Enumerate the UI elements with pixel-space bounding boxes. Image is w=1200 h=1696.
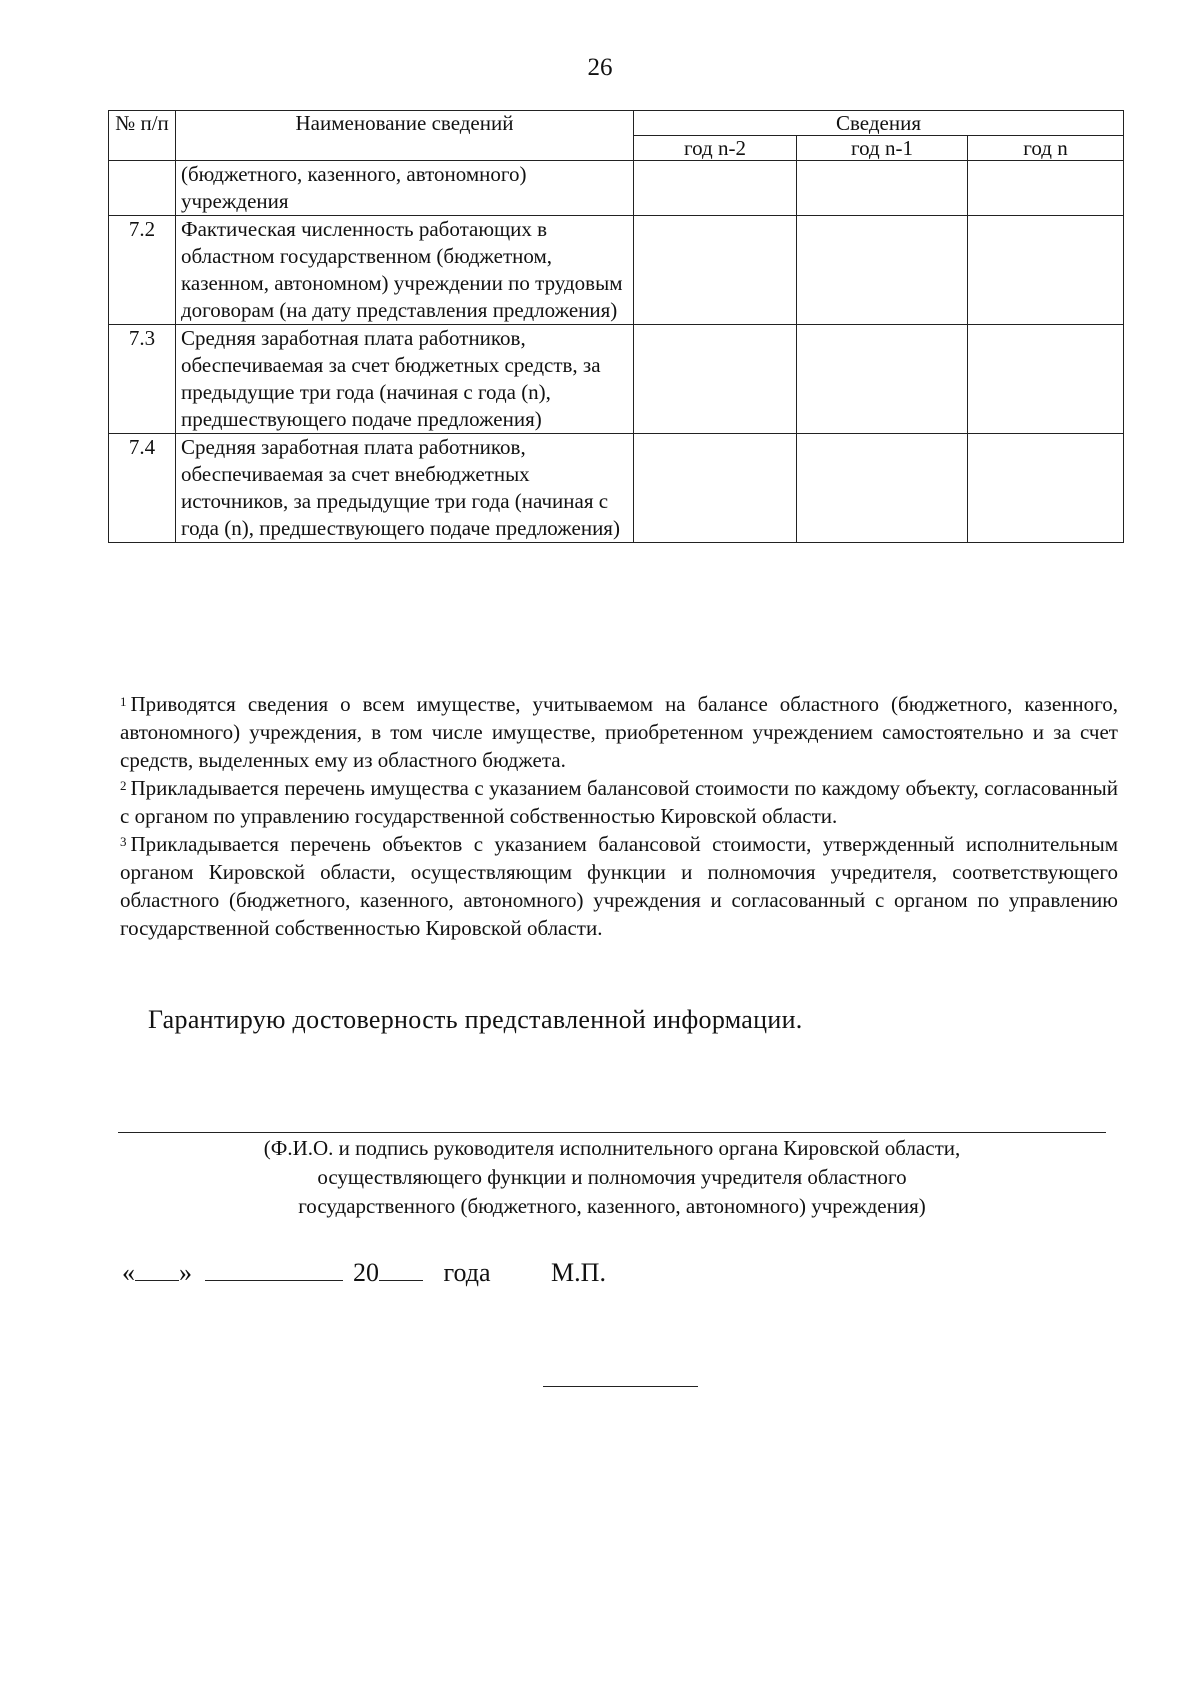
- header-name: Наименование сведений: [176, 111, 634, 161]
- row-cell-n2: [634, 216, 797, 325]
- footnote-text: Прикладывается перечень объектов с указанием балансовой стоимости, утвержденный исполнительным органом Кировской области, осуществляющим функции и полномочия учредителя, соответствующего областного (бюджетного, казенного, автономного) учреждения и согласованный с органом по управлению государственной собственностью Кировской области.: [120, 832, 1118, 940]
- date-row: [122, 1258, 606, 1288]
- row-cell-n1: [797, 216, 968, 325]
- info-table: [108, 110, 1124, 543]
- page-number: 26: [587, 54, 613, 81]
- year-blank: [379, 1258, 423, 1281]
- row-cell-n1: [797, 325, 968, 434]
- year-word: года: [443, 1258, 491, 1287]
- row-name: Средняя заработная плата работников, обеспечиваемая за счет внебюджетных источников, за предыдущие три года (начиная с года (n), предшествующего подаче предложения): [176, 434, 634, 543]
- row-cell-n: [968, 161, 1124, 216]
- header-year-n2: год n-2: [634, 136, 797, 161]
- row-cell-n2: [634, 434, 797, 543]
- end-line: [543, 1386, 698, 1387]
- footnote-1: [120, 690, 1118, 774]
- row-num: [109, 161, 176, 216]
- row-cell-n1: [797, 434, 968, 543]
- header-year-n1: год n-1: [797, 136, 968, 161]
- open-quote: «: [122, 1258, 135, 1287]
- table-row: [109, 434, 1124, 543]
- footnote-3: [120, 830, 1118, 942]
- table-row: [109, 216, 1124, 325]
- signature-caption-line: (Ф.И.О. и подпись руководителя исполнительного органа Кировской области,: [263, 1136, 961, 1160]
- row-num: 7.4: [109, 434, 176, 543]
- row-num: 7.3: [109, 325, 176, 434]
- header-year-n: год n: [968, 136, 1124, 161]
- month-blank: [205, 1258, 343, 1281]
- day-blank: [135, 1258, 179, 1281]
- row-name: Фактическая численность работающих в областном государственном (бюджетном, казенном, автономном) учреждении по трудовым договорам (на дату представления предложения): [176, 216, 634, 325]
- row-cell-n: [968, 325, 1124, 434]
- signature-caption-line: осуществляющего функции и полномочия учредителя областного: [317, 1165, 907, 1189]
- footnote-2: [120, 774, 1118, 830]
- table-header-row: [109, 111, 1124, 136]
- footnote-mark: 2: [120, 778, 127, 793]
- row-cell-n1: [797, 161, 968, 216]
- table-row: [109, 325, 1124, 434]
- footnote-mark: 3: [120, 834, 127, 849]
- footnote-text: Приводятся сведения о всем имуществе, учитываемом на балансе областного (бюджетного, казенного, автономного) учреждения, в том числе имуществе, приобретенном учреждением самостоятельно и за счет средств, выделенных ему из областного бюджета.: [120, 692, 1118, 772]
- row-cell-n: [968, 216, 1124, 325]
- year-prefix: 20: [353, 1258, 379, 1287]
- header-info: Сведения: [634, 111, 1124, 136]
- close-quote: »: [179, 1258, 192, 1287]
- header-num: № п/п: [109, 111, 176, 161]
- row-cell-n2: [634, 161, 797, 216]
- row-name: (бюджетного, казенного, автономного) учреждения: [176, 161, 634, 216]
- footnotes: [120, 690, 1118, 942]
- seal-mark: М.П.: [551, 1258, 606, 1287]
- row-name: Средняя заработная плата работников, обеспечиваемая за счет бюджетных средств, за предыдущие три года (начиная с года (n), предшествующего подаче предложения): [176, 325, 634, 434]
- signature-line: [118, 1132, 1106, 1133]
- signature-caption-line: государственного (бюджетного, казенного, автономного) учреждения): [298, 1194, 926, 1218]
- footnote-text: Прикладывается перечень имущества с указанием балансовой стоимости по каждому объекту, согласованный с органом по управлению государственной собственностью Кировской области.: [120, 776, 1118, 828]
- signature-caption: [118, 1134, 1106, 1221]
- table-row: [109, 161, 1124, 216]
- footnote-mark: 1: [120, 694, 127, 709]
- row-cell-n: [968, 434, 1124, 543]
- row-num: 7.2: [109, 216, 176, 325]
- guarantee-statement: Гарантирую достоверность представленной информации.: [148, 1005, 803, 1034]
- row-cell-n2: [634, 325, 797, 434]
